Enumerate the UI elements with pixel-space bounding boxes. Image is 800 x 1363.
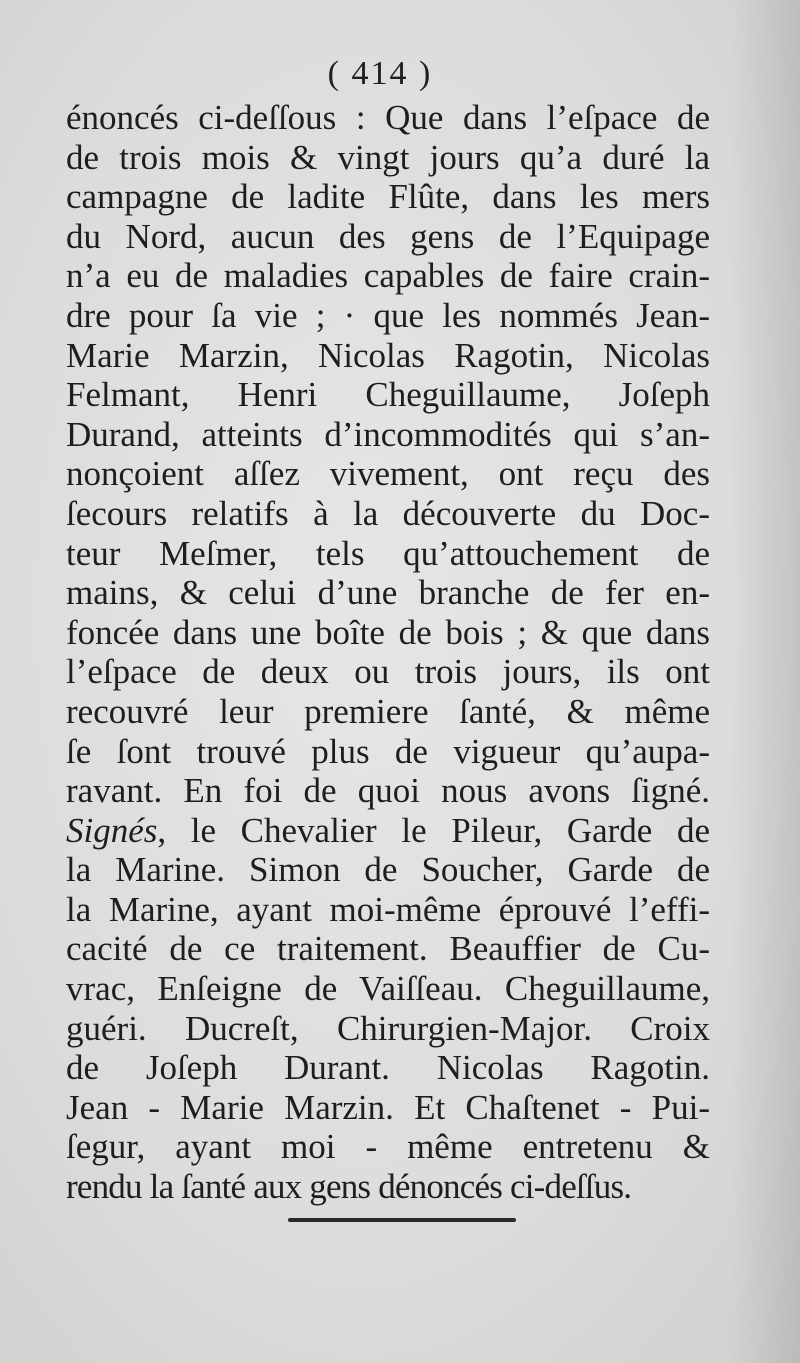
text-line-final: rendu la ſanté aux gens dénoncés ci-deſſus.	[66, 1167, 632, 1207]
text-line: n’a eu de maladies capables de faire crain-	[66, 256, 710, 296]
text-line: la Marine, ayant moi-même éprouvé l’effi-	[66, 889, 710, 929]
body-text	[66, 98, 710, 1207]
page-number: ( 414 )	[327, 55, 433, 92]
text-line: Durand, atteints d’incommodités qui s’an-	[66, 414, 710, 454]
text-line: la Marine. Simon de Soucher, Garde de	[66, 850, 710, 890]
end-rule-divider	[288, 1218, 516, 1222]
text-line: énoncés ci-deſſous : Que dans l’eſpace de	[66, 98, 710, 137]
text-line: guéri. Ducreſt, Chirurgien-Major. Croix	[66, 1008, 710, 1048]
text-line: ſe ſont trouvé plus de vigueur qu’aupa-	[66, 731, 710, 771]
text-line: de Joſeph Durant. Nicolas Ragotin.	[66, 1048, 710, 1088]
signes-rest: , le Chevalier le Pileur, Garde de	[157, 810, 710, 850]
text-line: foncée dans une boîte de bois ; & que dans	[66, 612, 710, 652]
text-line: Jean - Marie Marzin. Et Chaſtenet - Pui-	[66, 1087, 710, 1127]
text-line: ſegur, ayant moi - même entretenu &	[66, 1127, 710, 1167]
page-edge-shadow	[730, 0, 800, 1363]
text-line: teur Meſmer, tels qu’attouchement de	[66, 533, 710, 573]
text-line: de trois mois & vingt jours qu’a duré la	[66, 137, 710, 177]
text-line: vrac, Enſeigne de Vaiſſeau. Cheguillaume,	[66, 969, 710, 1009]
text-line: du Nord, aucun des gens de l’Equipage	[66, 216, 710, 256]
text-line: dre pour ſa vie ; · que les nommés Jean-	[66, 295, 710, 335]
text-line: Felmant, Henri Cheguillaume, Joſeph	[66, 375, 710, 415]
text-line: l’eſpace de deux ou trois jours, ils ont	[66, 652, 710, 692]
text-line: ſecours relatifs à la découverte du Doc-	[66, 493, 710, 533]
text-line: ravant. En foi de quoi nous avons ſigné.	[66, 771, 710, 811]
text-line: mains, & celui d’une branche de fer en-	[66, 573, 710, 613]
text-line: cacité de ce traitement. Beauffier de Cu-	[66, 929, 710, 969]
text-line-signes	[66, 811, 710, 851]
text-line: campagne de ladite Flûte, dans les mers	[66, 177, 710, 217]
text-line: recouvré leur premiere ſanté, & même	[66, 691, 710, 731]
text-line: nonçoient aſſez vivement, ont reçu des	[66, 454, 710, 494]
text-line: Marie Marzin, Nicolas Ragotin, Nicolas	[66, 335, 710, 375]
signes-italic: Signés	[66, 810, 158, 850]
